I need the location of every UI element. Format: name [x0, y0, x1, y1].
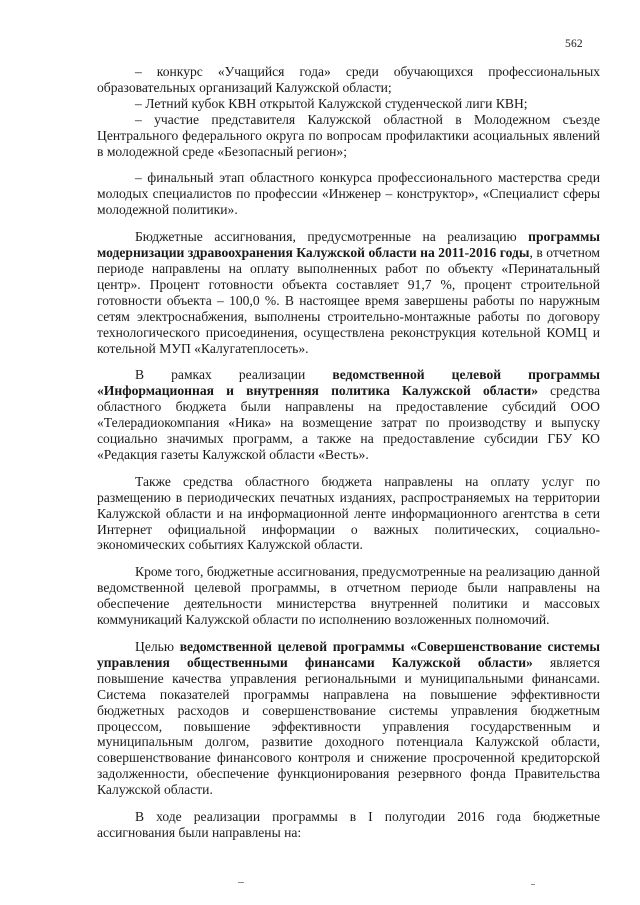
paragraph-text: – Летний кубок КВН открытой Калужской студенческой лиги КВН; [135, 95, 528, 111]
paragraph-text: В ходе реализации программы в I полугодии 2016 года бюджетные ассигнования были направлены на: [97, 809, 600, 840]
scan-artifact-mark [531, 884, 535, 885]
paragraph-publication-services [97, 474, 600, 554]
paragraph-ministry-activity [97, 564, 600, 628]
paragraph-information-policy [97, 367, 600, 462]
paragraph-text: Также средства областного бюджета направлены на оплату услуг по размещению в периодических печатных изданиях, распространяемых на территории Калужской области и на информационной ленте информационного агентства в сети Интернет официальной информации о важных политических, социально-экономических событиях Калужской области. [97, 473, 600, 553]
paragraph-first-half-2016 [97, 809, 600, 841]
paragraph-text: – участие представителя Калужской областной в Молодежном съезде Центрального федерального округа по вопросам профилактики асоциальных явлений в молодежной среде «Безопасный регион»; [97, 111, 600, 159]
program-title-bold: программы модернизации здравоохранения Калужской области на 2011-2016 годы [97, 229, 600, 261]
paragraph-text: Кроме того, бюджетные ассигнования, предусмотренные на реализацию данной ведомственной целевой программы, в отчетном периоде были направлены на обеспечение деятельности министерства внутренней политики и массовых коммуникаций Калужской области по исполнению возложенных полномочий. [97, 564, 600, 628]
page-number: 562 [565, 38, 583, 50]
scan-artifact-mark [238, 882, 244, 883]
paragraph-text: средства областного бюджета были направлены на предоставление субсидий ООО «Телерадиокомпания «Ника» на возмещение затрат по производству и выпуску социально значимых программ, а также на предоставление субсидии ГБУ КО «Редакция газеты Калужской области «Весть». [97, 383, 600, 462]
paragraph-kvn-cup [97, 96, 600, 112]
paragraph-public-finance-program [97, 639, 600, 798]
paragraph-text: В рамках реализации [135, 367, 333, 383]
paragraph-text: является повышение качества управления региональными и муниципальными финансами. Система показателей программы направлена на повышение эффективности бюджетных расходов и совершенствование системы управления бюджетным процессом, повышение эффективности управления государственным и муниципальным долгом, развитие доходного потенциала Калужской области, совершенствование финансового контроля и снижение просроченной кредиторской задолженности, обеспечение функционирования резервного фонда Правительства Калужской области. [97, 654, 600, 798]
paragraph-youth-congress [97, 112, 600, 160]
document-body [97, 64, 600, 841]
paragraph-text: Целью [135, 639, 180, 654]
paragraph-text: – конкурс «Учащийся года» среди обучающихся профессиональных образовательных организаций Калужской области; [97, 64, 600, 95]
paragraph-contest-student-of-year [97, 64, 600, 96]
program-title-bold: ведомственной целевой программы «Совершенствование системы управления общественными финансами Калужской области» [97, 639, 601, 670]
paragraph-text: , в отчетном периоде направлены на оплату выполненных работ по объекту «Перинатальный центр». Процент готовности объекта составляет 91,7 %, процент строительной готовности объекта – 100,0 %. В настоящее время завершены работы по наружным сетям электроснабжения, выполнены строительно-монтажные работы по договору технологического присоединения, осуществлена реконструкция котельной КОМЦ и котельной МУП «Калугатеплосеть». [97, 245, 600, 356]
paragraph-healthcare-modernization [97, 229, 600, 356]
paragraph-text: Бюджетные ассигнования, предусмотренные на реализацию [135, 229, 529, 245]
paragraph-final-stage-contest [97, 170, 600, 218]
program-title-bold: ведомственной целевой программы «Информационная и внутренняя политика Калужской области» [97, 367, 600, 399]
paragraph-text: – финальный этап областного конкурса профессионального мастерства среди молодых специалистов по профессии «Инженер – конструктор», «Специалист сферы молодежной политики». [97, 170, 600, 218]
